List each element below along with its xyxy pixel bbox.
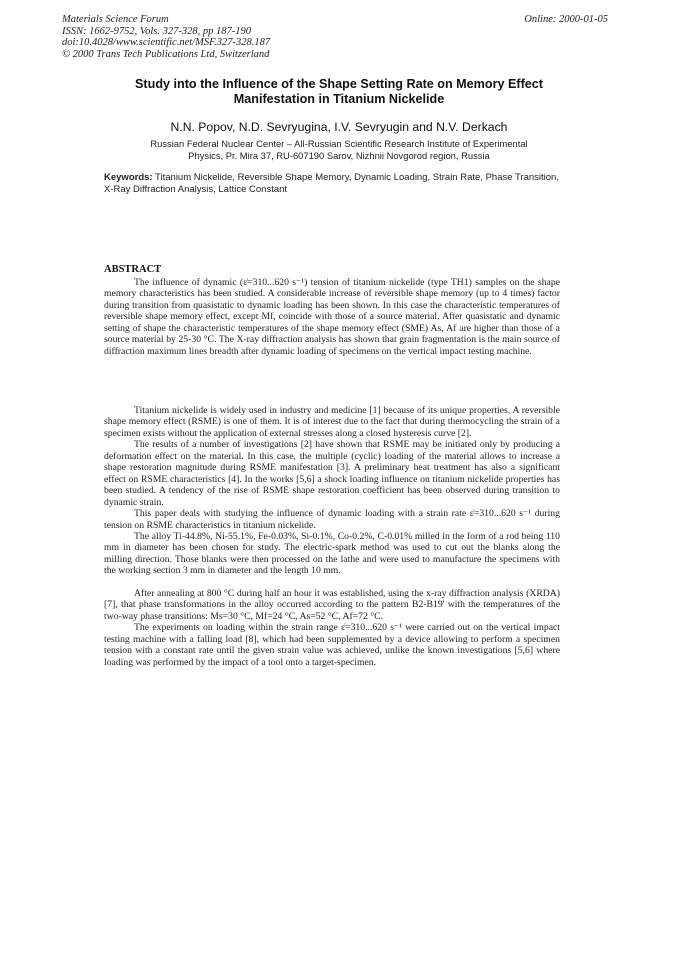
keywords-block (104, 172, 566, 196)
abstract-body (104, 277, 560, 357)
watermark (10, 90, 50, 950)
body-paragraph: After annealing at 800 °C during half an hour it was established, using the x-ray diffraction analysis (XRDA) [7], that phase transformations in the alloy occurred according to the pattern B2-B19' with the temperatures of the two-way phase transitions: Ms=30 °C, Mf=24 °C, As=52 °C, Af=72 °C. (104, 587, 560, 622)
affiliation-line-1: Russian Federal Nuclear Center – All-Russian Scientific Research Institute of Experimental (150, 138, 528, 149)
abstract-heading: ABSTRACT (104, 264, 162, 275)
copyright: © 2000 Trans Tech Publications Ltd, Switzerland (62, 48, 270, 60)
body-paragraph: The experiments on loading within the strain range ε̇=310...620 s⁻¹ were carried out on the vertical impact testing machine with a falling load [8], which had been supplemented by a device allowing to perform a specimen tension with a constant rate until the given strain value was achieved, unlike the known investigations [5,6] where loading was performed by the impact of a tool onto a target-specimen. (104, 622, 560, 668)
body-paragraph: Titanium nickelide is widely used in industry and medicine [1] because of its unique properties. A reversible shape memory effect (RSME) is one of them. It is of interest due to the fact that during thermocycling the strain of a specimen exists without the application of external stresses along a closed hysteresis curve [2]. (104, 405, 560, 439)
paper-title (95, 77, 583, 107)
keywords-text: Titanium Nickelide, Reversible Shape Memory, Dynamic Loading, Strain Rate, Phase Transition, X-Ray Diffraction Analysis, Lattice Constant (104, 172, 559, 195)
body-paragraph: The results of a number of investigations [2] have shown that RSME may be initiated only by producing a deformation effect on the material. In this case, the multiple (cyclic) loading of the material allows to increase a shape restoration magnitude during RSME manifestation [3]. A preliminary heat treatment has also a significant effect on RSME characteristics [4]. In the works [5,6] a shock loading influence on titanium nickelide properties has been studied. A tendency of the rise of RSME shape restoration coefficient has been observed during transition to dynamic strain. (104, 439, 560, 508)
online-date: Online: 2000-01-05 (524, 14, 608, 25)
main-body (104, 405, 560, 668)
body-paragraph: The alloy Ti-44.8%, Ni-55.1%, Fe-0.03%, Si-0.1%, Co-0.2%, C-0.01% milled in the form of a rod being 110 mm in diameter has been chosen for study. The electric-spark method was used to cut out the blanks along the milling direction. Those blanks were then processed on the lathe and were used to manufacture the specimens with the working section 3 mm in diameter and the length 10 mm. (104, 530, 560, 577)
title-line-1: Study into the Influence of the Shape Setting Rate on Memory Effect (135, 77, 543, 91)
affiliation-line-2: Physics, Pr. Mira 37, RU-607190 Sarov, Nizhnii Novgorod region, Russia (188, 149, 490, 161)
authors: N.N. Popov, N.D. Sevryugina, I.V. Sevryugin and N.V. Derkach (170, 120, 508, 134)
keywords-label: Keywords: (104, 172, 153, 183)
body-paragraph: This paper deals with studying the influence of dynamic loading with a strain rate ε̇=310...620 s⁻¹ during tension on RSME characteristics in titanium nickelide. (104, 508, 560, 531)
journal-header (62, 14, 270, 60)
abstract-text: The influence of dynamic (ε̇=310...620 s⁻¹) tension of titanium nickelide (type TH1) samples on the shape memory characteristics has been studied. A considerable increase of reversible shape memory (up to 4 times) factor during transition from quasistatic to dynamic loading has been shown. In this case the characteristic temperatures of reversible shape memory effect, except Mf, coincide with those of a source material. After quasistatic and dynamic setting of shape the characteristic temperatures of the shape memory effect (SME) As, Af are higher than those of a source material by 25-30 °C. The X-ray diffraction analysis has shown that grain fragmentation is the main source of diffraction maximum lines breadth after dynamic loading of specimens on the vertical impact testing machine. (104, 277, 560, 357)
issn: ISSN: 1662-9752, Vols. 327-328, pp 187-190 (62, 25, 251, 37)
title-line-2: Manifestation in Titanium Nickelide (233, 92, 445, 106)
journal-name: Materials Science Forum (62, 14, 169, 25)
affiliation (100, 138, 578, 161)
doi-link[interactable]: doi:10.4028/www.scientific.net/MSF.327-328.187 (62, 37, 271, 48)
